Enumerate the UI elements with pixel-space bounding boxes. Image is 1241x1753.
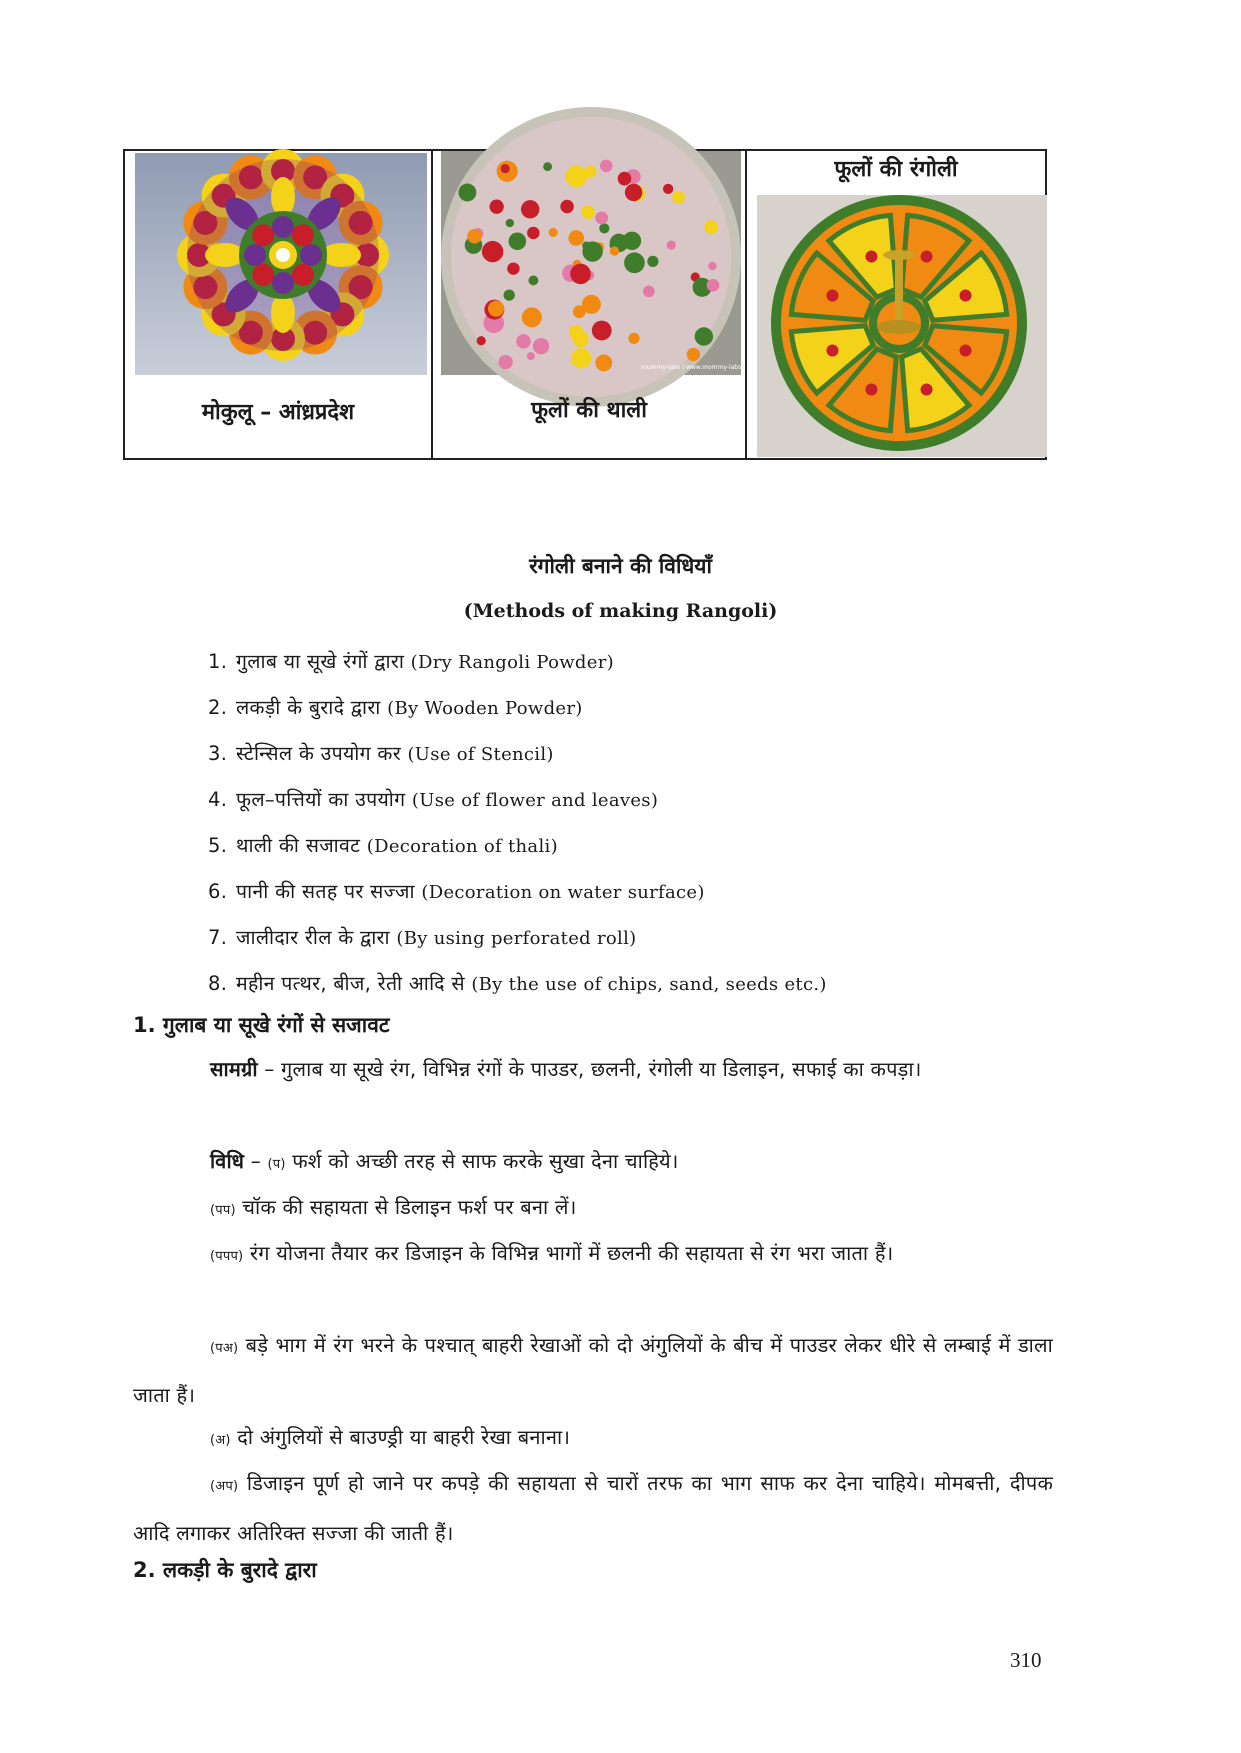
caption-flower-rangoli: फूलों की रंगोली — [834, 157, 958, 182]
page-number: 310 — [1010, 1648, 1042, 1672]
flower-rangoli-image — [757, 195, 1047, 457]
list-item: 3. स्टेन्सिल के उपयोग कर (Use of Stencil) — [208, 742, 554, 765]
list-item: 8. महीन पत्थर, बीज, रेती आदि से (By the use of chips, sand, seeds etc.) — [208, 972, 827, 995]
methods-heading-hindi: रंगोली बनाने की विधियाँ — [529, 554, 712, 578]
flower-thali-image — [441, 151, 756, 375]
method-step-3: (पपप) रंग योजना तैयार कर डिजाइन के विभिन्न भागों में छलनी की सहायता से रंग भरा जाता हैं। — [210, 1241, 894, 1265]
methods-heading-english: (Methods of making Rangoli) — [463, 600, 778, 622]
material-paragraph — [133, 1046, 1053, 1092]
brass-lamp — [895, 255, 903, 327]
method-step-1: विधि – (प) फर्श को अच्छी तरह से साफ करके सुखा देना चाहिये। — [210, 1149, 679, 1173]
figure-cell-flower-rangoli — [745, 151, 1045, 458]
figure-cell-mokulu — [125, 151, 431, 458]
list-item: 6. पानी की सतह पर सज्जा (Decoration on water surface) — [208, 880, 705, 903]
list-item: 2. लकड़ी के बुरादे द्वारा (By Wooden Powder) — [208, 696, 583, 719]
section-title-dry-colors: 1. गुलाब या सूखे रंगों से सजावट — [133, 1013, 390, 1037]
material-text: – गुलाब या सूखे रंग, विभिन्न रंगों के पाउडर, छलनी, रंगोली या डिलाइन, सफाई का कपड़ा। — [257, 1057, 922, 1081]
methods-list — [208, 647, 827, 1015]
rangoli-image-table — [123, 149, 1047, 460]
method-label: विधि — [210, 1149, 245, 1173]
figure-cell-thali — [431, 151, 756, 458]
list-item: 7. जालीदार रील के द्वारा (By using perforated roll) — [208, 926, 637, 949]
list-item: 5. थाली की सजावट (Decoration of thali) — [208, 834, 558, 857]
method-step-4: (पअ) बड़े भाग में रंग भरने के पश्चात् बाहरी रेखाओं को दो अंगुलियों के बीच में पाउडर लेकर धीरे से लम्बाई में डाला जाता हैं। — [133, 1333, 1053, 1407]
list-item: 1. गुलाब या सूखे रंगों द्वारा (Dry Rangoli Powder) — [208, 650, 614, 673]
section-title-wooden-powder: 2. लकड़ी के बुरादे द्वारा — [133, 1558, 317, 1582]
material-label: सामग्री — [210, 1057, 258, 1081]
method-step-2: (पप) चॉक की सहायता से डिलाइन फर्श पर बना लें। — [210, 1195, 577, 1219]
thali-watermark: mummy-labs | www.mommy-labs.com — [641, 364, 756, 371]
mokulu-rangoli-image — [135, 153, 427, 375]
method-step-5: (अ) दो अंगुलियों से बाउण्ड्री या बाहरी रेखा बनाना। — [210, 1425, 571, 1449]
caption-mokulu: मोकुलू – आंध्रप्रदेश — [201, 400, 355, 425]
list-item: 4. फूल–पत्तियों का उपयोग (Use of flower and leaves) — [208, 788, 659, 811]
method-step-6: (अप) डिजाइन पूर्ण हो जाने पर कपड़े की सहायता से चारों तरफ का भाग साफ कर देना चाहिये। मोमबत्ती, दीपक आदि लगाकर अतिरिक्त सज्जा की जाती हैं। — [133, 1471, 1053, 1545]
caption-thali: फूलों की थाली — [531, 398, 647, 423]
